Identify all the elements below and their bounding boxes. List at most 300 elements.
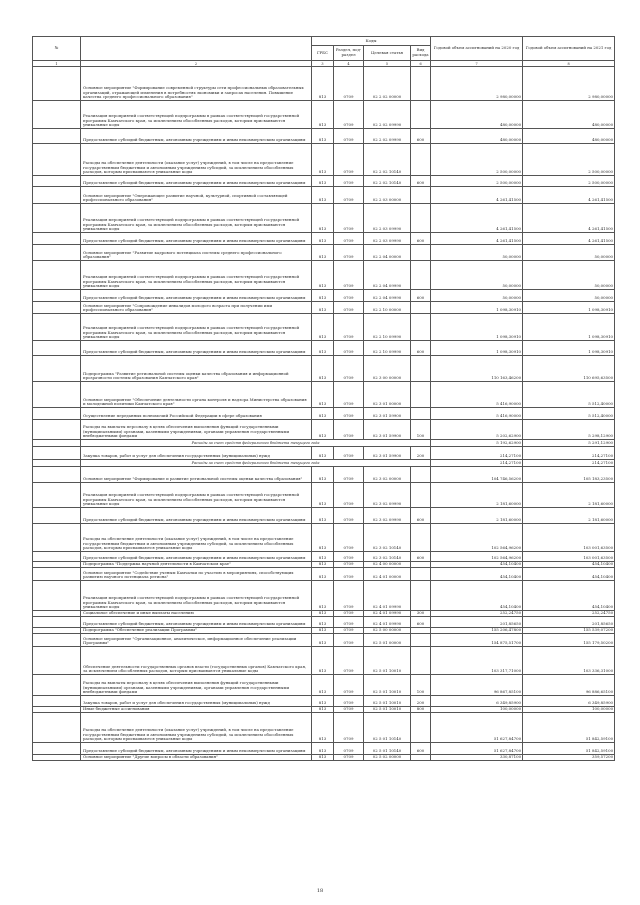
- amount-2021-cell: 1 098,30910: [523, 341, 615, 356]
- section-code-cell: 0709: [334, 647, 364, 675]
- expense-type-cell: 600: [411, 233, 431, 245]
- grbs-code-cell: 813: [312, 617, 334, 628]
- amount-2020-cell: 214,27100: [431, 447, 523, 460]
- row-number-cell: [33, 568, 81, 581]
- table-row: [33, 144, 615, 176]
- table-row: [33, 420, 615, 440]
- column-index-cell: 3: [312, 61, 334, 67]
- target-article-cell: 02 5 01 00000: [364, 634, 411, 647]
- expense-type-cell: 200: [411, 696, 431, 707]
- target-article-cell: 02 4 01 09990: [364, 611, 411, 617]
- section-code-cell: 0709: [334, 568, 364, 581]
- target-article-cell: 02 3 02 09990: [364, 483, 411, 508]
- grbs-code-cell: 813: [312, 341, 334, 356]
- amount-2021-cell: 5 291,12900: [523, 440, 615, 447]
- amount-2021-cell: 100,00000: [523, 707, 615, 713]
- expense-type-cell: [411, 382, 431, 408]
- amount-2021-cell: 454,10400: [523, 568, 615, 581]
- expense-name-cell: Реализация мероприятий соответствующей подпрограммы в рамках соответствующей государственной программы Камчатского края, за исключением обособленных расходов, которым присваиваются уникальные коды: [81, 483, 312, 508]
- expense-name-cell: Расходы на обеспечение деятельности (оказание услуг) учреждений, в том числе на предоставление государственным бюджетным и автономным учреждениям субсидий, за исключением обособленных расходов, которым присваиваются уникальные коды: [81, 713, 312, 743]
- target-article-cell: 02 2 02 10140: [364, 176, 411, 187]
- row-number-cell: [33, 447, 81, 460]
- expense-type-cell: 300: [411, 611, 431, 617]
- section-code-cell: 0709: [334, 552, 364, 562]
- table-row: [33, 290, 615, 302]
- grbs-code-cell: 813: [312, 696, 334, 707]
- table-row: [33, 356, 615, 382]
- amount-2020-cell: 5 416,90000: [431, 408, 523, 420]
- expense-type-cell: [411, 204, 431, 233]
- expense-name-cell: Предоставление субсидий бюджетным, автономным учреждениям и иным некоммерческим организациям: [81, 743, 312, 755]
- amount-2021-cell: 110 695,63500: [523, 356, 615, 382]
- amount-2020-cell: 2 980,00000: [431, 67, 523, 101]
- grbs-code-cell: 813: [312, 101, 334, 129]
- col-header-grbs: ГРБС: [312, 46, 334, 61]
- amount-2021-cell: 96 886,65100: [523, 675, 615, 696]
- expense-type-cell: [411, 356, 431, 382]
- target-article-cell: 02 2 04 00000: [364, 245, 411, 261]
- budget-table-sheet: [32, 36, 614, 761]
- amount-2021-cell: 105 183,23500: [523, 467, 615, 483]
- expense-name-cell: Предоставление субсидий бюджетным, автономным учреждениям и иным некоммерческим организациям: [81, 617, 312, 628]
- expense-name-cell: Расходы на выплаты персоналу в целях обеспечения выполнения функций государственными (муниципальными) органами, казенными учреждениями, органами управления государственными внебюджетными фондами: [81, 420, 312, 440]
- amount-2020-cell: 155 206,47800: [431, 628, 523, 634]
- table-row: [33, 743, 615, 755]
- amount-2021-cell: 4 261,41500: [523, 233, 615, 245]
- funding-source-note: Расходы за счет средств федерального бюджета текущего года: [81, 440, 431, 447]
- amount-2020-cell: 1 098,30910: [431, 302, 523, 314]
- amount-2021-cell: 155 539,07200: [523, 628, 615, 634]
- section-code-cell: 0709: [334, 420, 364, 440]
- amount-2021-cell: 103 001,63500: [523, 552, 615, 562]
- expense-name-cell: Основное мероприятие "Содействие ученым Камчатки по участию в мероприятиях, способствующих развитию научного потенциала региона": [81, 568, 312, 581]
- grbs-code-cell: 813: [312, 634, 334, 647]
- grbs-code-cell: 813: [312, 568, 334, 581]
- expense-name-cell: Закупка товаров, работ и услуг для обеспечения государственных (муниципальных) нужд: [81, 447, 312, 460]
- section-code-cell: 0709: [334, 233, 364, 245]
- expense-name-cell: Основное мероприятие "Развитие кадрового потенциала системы среднего профессионального образования": [81, 245, 312, 261]
- amount-2021-cell: 103 336,31000: [523, 647, 615, 675]
- grbs-code-cell: 813: [312, 581, 334, 611]
- column-index-cell: 5: [364, 61, 411, 67]
- expense-type-cell: [411, 302, 431, 314]
- expense-type-cell: [411, 187, 431, 204]
- target-article-cell: 02 2 02 09990: [364, 101, 411, 129]
- target-article-cell: 02 4 01 09990: [364, 617, 411, 628]
- table-row: [33, 675, 615, 696]
- target-article-cell: 02 3 02 10140: [364, 552, 411, 562]
- table-row: [33, 382, 615, 408]
- amount-2020-cell: 454,10400: [431, 568, 523, 581]
- target-article-cell: 02 5 00 00000: [364, 628, 411, 634]
- target-article-cell: 02 2 02 10140: [364, 144, 411, 176]
- table-row: [33, 261, 615, 290]
- col-header-name: [81, 37, 312, 61]
- amount-2021-cell: 51 842,59100: [523, 713, 615, 743]
- section-code-cell: 0709: [334, 261, 364, 290]
- expense-name-cell: Основное мероприятие "Другие вопросы в области образования": [81, 755, 312, 761]
- expense-name-cell: Предоставление субсидий бюджетным, автономным учреждениям и иным некоммерческим организациям: [81, 233, 312, 245]
- col-header-2021: Годовой объем ассигнований на 2021 год: [523, 37, 615, 61]
- amount-2021-cell: 454,10400: [523, 581, 615, 611]
- grbs-code-cell: 813: [312, 382, 334, 408]
- amount-2020-cell: 5 192,62900: [431, 440, 523, 447]
- expense-name-cell: Подпрограмма "Развитие региональной системы оценки качества образования и информационной прозрачности системы образования Камчатского края": [81, 356, 312, 382]
- amount-2021-cell: 50,00000: [523, 245, 615, 261]
- table-row: [33, 460, 615, 467]
- table-row: [33, 696, 615, 707]
- amount-2020-cell: 454,10400: [431, 581, 523, 611]
- expense-type-cell: [411, 634, 431, 647]
- amount-2020-cell: 4 261,41500: [431, 233, 523, 245]
- row-number-cell: [33, 634, 81, 647]
- row-number-cell: [33, 67, 81, 101]
- expense-name-cell: Основное мероприятие "Сопровождение инвалидов молодого возраста при получении ими профессионального образования": [81, 302, 312, 314]
- grbs-code-cell: 813: [312, 187, 334, 204]
- amount-2021-cell: 5 298,12900: [523, 420, 615, 440]
- target-article-cell: 02 2 04 09990: [364, 261, 411, 290]
- amount-2020-cell: 2 181,60000: [431, 483, 523, 508]
- amount-2020-cell: 2 500,00000: [431, 144, 523, 176]
- grbs-code-cell: 813: [312, 144, 334, 176]
- expense-name-cell: Расходы на выплаты персоналу в целях обеспечения выполнения функций государственными (муниципальными) органами, казенными учреждениями, органами управления государственными внебюджетными фондами: [81, 675, 312, 696]
- grbs-code-cell: 813: [312, 743, 334, 755]
- expense-type-cell: [411, 647, 431, 675]
- expense-type-cell: [411, 67, 431, 101]
- amount-2020-cell: 252,24750: [431, 611, 523, 617]
- section-code-cell: 0709: [334, 508, 364, 524]
- amount-2021-cell: 2 500,00000: [523, 144, 615, 176]
- grbs-code-cell: 813: [312, 647, 334, 675]
- table-row: [33, 245, 615, 261]
- expense-name-cell: Закупка товаров, работ и услуг для обеспечения государственных (муниципальных) нужд: [81, 696, 312, 707]
- expense-name-cell: Предоставление субсидий бюджетным, автономным учреждениям и иным некоммерческим организациям: [81, 508, 312, 524]
- row-number-cell: [33, 696, 81, 707]
- row-number-cell: [33, 261, 81, 290]
- amount-2020-cell: 102 564,96200: [431, 524, 523, 552]
- row-number-cell: [33, 356, 81, 382]
- row-number-cell: [33, 314, 81, 341]
- expense-name-cell: Подпрограмма "Поддержка научной деятельности в Камчатском крае": [81, 562, 312, 568]
- expense-name-cell: Основное мероприятие "Обеспечение деятельности органа контроля и надзора Министерства образования и молодежной политики Камчатского края": [81, 382, 312, 408]
- expense-type-cell: [411, 261, 431, 290]
- target-article-cell: 02 5 01 10010: [364, 696, 411, 707]
- section-code-cell: 0709: [334, 187, 364, 204]
- amount-2020-cell: 100,00000: [431, 707, 523, 713]
- amount-2021-cell: 4 261,41500: [523, 204, 615, 233]
- amount-2020-cell: 2 500,00000: [431, 176, 523, 187]
- budget-table-body: [33, 67, 615, 761]
- grbs-code-cell: 813: [312, 233, 334, 245]
- section-code-cell: 0709: [334, 628, 364, 634]
- amount-2020-cell: 2 181,60000: [431, 508, 523, 524]
- column-index-cell: 8: [523, 61, 615, 67]
- row-number-cell: [33, 129, 81, 144]
- section-code-cell: 0709: [334, 713, 364, 743]
- grbs-code-cell: 813: [312, 447, 334, 460]
- amount-2021-cell: 252,24750: [523, 611, 615, 617]
- section-code-cell: 0709: [334, 755, 364, 761]
- target-article-cell: 02 4 01 09990: [364, 581, 411, 611]
- row-number-cell: [33, 675, 81, 696]
- table-row: [33, 634, 615, 647]
- section-code-cell: 0709: [334, 314, 364, 341]
- amount-2021-cell: 6 349,85900: [523, 696, 615, 707]
- amount-2020-cell: 214,27100: [431, 460, 523, 467]
- grbs-code-cell: 813: [312, 176, 334, 187]
- table-row: [33, 408, 615, 420]
- expense-type-cell: 600: [411, 743, 431, 755]
- table-row: [33, 302, 615, 314]
- target-article-cell: 02 2 03 09990: [364, 204, 411, 233]
- row-number-cell: [33, 524, 81, 552]
- amount-2020-cell: 201,85650: [431, 617, 523, 628]
- expense-type-cell: 600: [411, 617, 431, 628]
- col-header-codes: Коды: [312, 37, 431, 46]
- grbs-code-cell: 813: [312, 356, 334, 382]
- row-number-cell: [33, 420, 81, 440]
- expense-type-cell: 800: [411, 707, 431, 713]
- target-article-cell: 02 2 02 00000: [364, 67, 411, 101]
- row-number-cell: [33, 302, 81, 314]
- expense-name-cell: Основное мероприятие "Формирование современной структуры сети профессиональных образовательных организаций, отражающей изменения в потребностях экономики и запросах населения. Повышение качества среднего профессионального образования": [81, 67, 312, 101]
- section-code-cell: 0709: [334, 176, 364, 187]
- expense-name-cell: Расходы на обеспечение деятельности (оказание услуг) учреждений, в том числе на предоставление государственным бюджетным и автономным учреждениям субсидий, за исключением обособленных расходов, которым присваиваются уникальные коды: [81, 144, 312, 176]
- grbs-code-cell: 813: [312, 314, 334, 341]
- expense-type-cell: [411, 245, 431, 261]
- amount-2021-cell: 480,00000: [523, 101, 615, 129]
- table-row: [33, 187, 615, 204]
- table-row: [33, 101, 615, 129]
- target-article-cell: 02 5 02 00000: [364, 755, 411, 761]
- amount-2020-cell: 110 163,46200: [431, 356, 523, 382]
- amount-2021-cell: 1 098,30910: [523, 302, 615, 314]
- amount-2021-cell: 359,57200: [523, 755, 615, 761]
- row-number-cell: [33, 460, 81, 467]
- grbs-code-cell: 813: [312, 755, 334, 761]
- grbs-code-cell: 813: [312, 290, 334, 302]
- section-code-cell: 0709: [334, 67, 364, 101]
- row-number-cell: [33, 144, 81, 176]
- amount-2021-cell: 214,27100: [523, 460, 615, 467]
- amount-2021-cell: 50,00000: [523, 261, 615, 290]
- expense-name-cell: Реализация мероприятий соответствующей подпрограммы в рамках соответствующей государственной программы Камчатского края, за исключением обособленных расходов, которым присваиваются уникальные коды: [81, 101, 312, 129]
- expense-name-cell: Социальное обеспечение и иные выплаты населению: [81, 611, 312, 617]
- expense-name-cell: Основное мероприятие "Организационное, аналитическое, информационное обеспечение реализации Программы": [81, 634, 312, 647]
- target-article-cell: 02 3 02 10140: [364, 524, 411, 552]
- table-row: [33, 67, 615, 101]
- grbs-code-cell: 813: [312, 408, 334, 420]
- amount-2021-cell: 51 842,59100: [523, 743, 615, 755]
- column-index-cell: 4: [334, 61, 364, 67]
- section-code-cell: 0709: [334, 617, 364, 628]
- row-number-cell: [33, 755, 81, 761]
- expense-name-cell: Иные бюджетные ассигнования: [81, 707, 312, 713]
- grbs-code-cell: 813: [312, 302, 334, 314]
- section-code-cell: 0709: [334, 611, 364, 617]
- section-code-cell: 0709: [334, 634, 364, 647]
- expense-name-cell: Основное мероприятие "Формирование и развитие региональной системы оценки качества образования": [81, 467, 312, 483]
- expense-type-cell: [411, 483, 431, 508]
- grbs-code-cell: 813: [312, 483, 334, 508]
- column-index-cell: 2: [81, 61, 312, 67]
- amount-2021-cell: 155 179,50200: [523, 634, 615, 647]
- expense-type-cell: 600: [411, 290, 431, 302]
- table-row: [33, 314, 615, 341]
- col-header-2020: Годовой объем ассигнований на 2020 год: [431, 37, 523, 61]
- expense-type-cell: 600: [411, 176, 431, 187]
- amount-2021-cell: 4 261,41500: [523, 187, 615, 204]
- row-number-cell: [33, 743, 81, 755]
- target-article-cell: 02 3 02 09990: [364, 508, 411, 524]
- table-row: [33, 508, 615, 524]
- amount-2020-cell: 50,00000: [431, 290, 523, 302]
- amount-2021-cell: 2 181,60000: [523, 508, 615, 524]
- expense-type-cell: [411, 524, 431, 552]
- section-code-cell: 0709: [334, 483, 364, 508]
- table-row: [33, 524, 615, 552]
- row-number-cell: [33, 245, 81, 261]
- amount-2021-cell: 2 500,00000: [523, 176, 615, 187]
- expense-name-cell: Предоставление субсидий бюджетным, автономным учреждениям и иным некоммерческим организациям: [81, 552, 312, 562]
- expense-type-cell: 600: [411, 508, 431, 524]
- target-article-cell: 02 3 01 59900: [364, 447, 411, 460]
- target-article-cell: 02 2 10 00000: [364, 302, 411, 314]
- col-header-exptype: Вид расхода: [411, 46, 431, 61]
- target-article-cell: 02 3 02 00000: [364, 467, 411, 483]
- amount-2020-cell: 6 349,85900: [431, 696, 523, 707]
- expense-name-cell: Подпрограмма "Обеспечение реализации Программы": [81, 628, 312, 634]
- target-article-cell: 02 2 02 09990: [364, 129, 411, 144]
- expense-type-cell: [411, 101, 431, 129]
- amount-2020-cell: 1 098,30910: [431, 314, 523, 341]
- section-code-cell: 0709: [334, 408, 364, 420]
- table-row: [33, 467, 615, 483]
- table-row: [33, 233, 615, 245]
- grbs-code-cell: 813: [312, 67, 334, 101]
- expense-name-cell: Осуществление переданных полномочий Российской Федерации в сфере образования: [81, 408, 312, 420]
- row-number-cell: [33, 647, 81, 675]
- expense-name-cell: Предоставление субсидий бюджетным, автономным учреждениям и иным некоммерческим организациям: [81, 176, 312, 187]
- expense-name-cell: Реализация мероприятий соответствующей подпрограммы в рамках соответствующей государственной программы Камчатского края, за исключением обособленных расходов, которым присваиваются уникальные коды: [81, 204, 312, 233]
- section-code-cell: 0709: [334, 447, 364, 460]
- expense-name-cell: Реализация мероприятий соответствующей подпрограммы в рамках соответствующей государственной программы Камчатского края, за исключением обособленных расходов, которым присваиваются уникальные коды: [81, 581, 312, 611]
- row-number-cell: [33, 187, 81, 204]
- section-code-cell: 0709: [334, 129, 364, 144]
- grbs-code-cell: 813: [312, 524, 334, 552]
- col-header-section: Раздел, под-раздел: [334, 46, 364, 61]
- table-row: [33, 581, 615, 611]
- section-code-cell: 0709: [334, 743, 364, 755]
- amount-2021-cell: 50,00000: [523, 290, 615, 302]
- amount-2020-cell: 103 317,71000: [431, 647, 523, 675]
- grbs-code-cell: 813: [312, 628, 334, 634]
- section-code-cell: 0709: [334, 675, 364, 696]
- amount-2020-cell: 104 746,56200: [431, 467, 523, 483]
- amount-2020-cell: 5 416,90000: [431, 382, 523, 408]
- row-number-cell: [33, 467, 81, 483]
- grbs-code-cell: 813: [312, 713, 334, 743]
- amount-2020-cell: 154 875,51700: [431, 634, 523, 647]
- section-code-cell: 0709: [334, 101, 364, 129]
- column-index-cell: 6: [411, 61, 431, 67]
- amount-2021-cell: 214,27100: [523, 447, 615, 460]
- target-article-cell: 02 5 01 10010: [364, 647, 411, 675]
- amount-2020-cell: 51 627,84700: [431, 743, 523, 755]
- expense-type-cell: 600: [411, 552, 431, 562]
- expense-type-cell: 600: [411, 341, 431, 356]
- col-header-target: Целевая статья: [364, 46, 411, 61]
- expense-name-cell: Расходы на обеспечение деятельности (оказание услуг) учреждений, в том числе на предоставление государственным бюджетным и автономным учреждениям субсидий, за исключением обособленных расходов, которым присваиваются уникальные коды: [81, 524, 312, 552]
- expense-type-cell: [411, 713, 431, 743]
- table-row: [33, 568, 615, 581]
- amount-2020-cell: 330,87100: [431, 755, 523, 761]
- column-index-cell: 1: [33, 61, 81, 67]
- target-article-cell: 02 2 10 09990: [364, 314, 411, 341]
- row-number-cell: [33, 408, 81, 420]
- row-number-cell: [33, 713, 81, 743]
- grbs-code-cell: 813: [312, 261, 334, 290]
- section-code-cell: 0709: [334, 302, 364, 314]
- row-number-cell: [33, 581, 81, 611]
- budget-table: [32, 36, 615, 761]
- expense-type-cell: [411, 408, 431, 420]
- expense-type-cell: [411, 568, 431, 581]
- section-code-cell: 0709: [334, 696, 364, 707]
- target-article-cell: 02 5 01 10140: [364, 713, 411, 743]
- page-number: 18: [316, 888, 324, 894]
- section-code-cell: 0709: [334, 467, 364, 483]
- grbs-code-cell: 813: [312, 129, 334, 144]
- amount-2020-cell: 102 564,96200: [431, 552, 523, 562]
- table-row: [33, 204, 615, 233]
- amount-2020-cell: 96 867,85100: [431, 675, 523, 696]
- grbs-code-cell: 813: [312, 675, 334, 696]
- funding-source-note: Расходы за счет средств федерального бюджета текущего года: [81, 460, 431, 467]
- expense-type-cell: [411, 314, 431, 341]
- section-code-cell: 0709: [334, 204, 364, 233]
- table-row: [33, 176, 615, 187]
- expense-type-cell: 100: [411, 675, 431, 696]
- target-article-cell: 02 2 10 09990: [364, 341, 411, 356]
- amount-2020-cell: 4 261,41500: [431, 204, 523, 233]
- expense-type-cell: 200: [411, 447, 431, 460]
- row-number-cell: [33, 233, 81, 245]
- amount-2020-cell: 480,00000: [431, 129, 523, 144]
- amount-2020-cell: 1 098,30910: [431, 341, 523, 356]
- table-row: [33, 617, 615, 628]
- section-code-cell: 0709: [334, 290, 364, 302]
- amount-2020-cell: 51 627,84700: [431, 713, 523, 743]
- target-article-cell: 02 3 00 00000: [364, 356, 411, 382]
- row-number-cell: [33, 483, 81, 508]
- target-article-cell: 02 3 01 59900: [364, 420, 411, 440]
- table-row: [33, 552, 615, 562]
- expense-type-cell: [411, 144, 431, 176]
- table-row: [33, 440, 615, 447]
- expense-type-cell: [411, 581, 431, 611]
- amount-2020-cell: 480,00000: [431, 101, 523, 129]
- section-code-cell: 0709: [334, 341, 364, 356]
- target-article-cell: 02 3 01 00000: [364, 382, 411, 408]
- target-article-cell: 02 5 01 10140: [364, 743, 411, 755]
- expense-name-cell: Предоставление субсидий бюджетным, автономным учреждениям и иным некоммерческим организациям: [81, 129, 312, 144]
- section-code-cell: 0709: [334, 144, 364, 176]
- expense-type-cell: 100: [411, 420, 431, 440]
- amount-2021-cell: 5 512,40000: [523, 382, 615, 408]
- table-row: [33, 713, 615, 743]
- grbs-code-cell: 813: [312, 562, 334, 568]
